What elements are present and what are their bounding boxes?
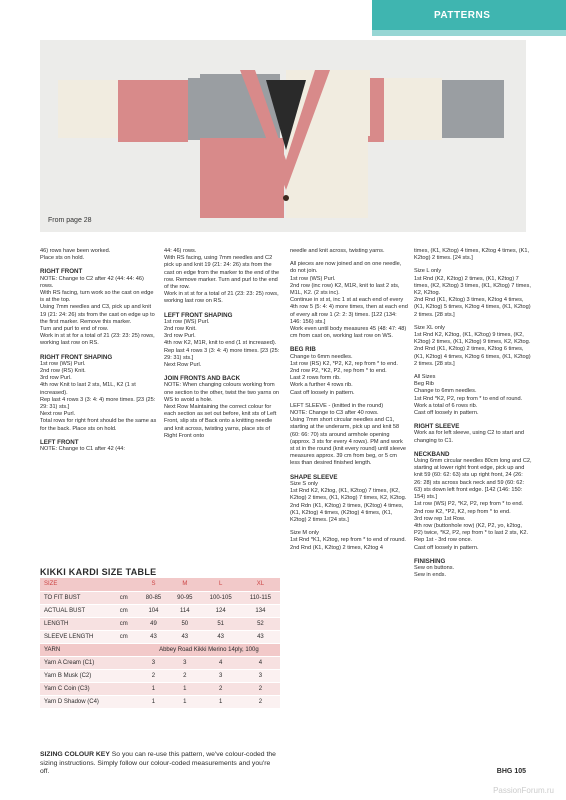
pattern-line: Next Row Purl. <box>164 362 202 369</box>
pattern-line: 4th row K2, M1R, knit to end (1 st increased). <box>164 340 277 347</box>
table-cell: 114 <box>169 604 200 617</box>
table-cell: 104 <box>138 604 169 617</box>
table-cell: 2 <box>201 682 241 695</box>
pattern-line: 2nd row (inc row) K2, M1R, knit to last 2 sts, M1L, K2. (2 sts inc). <box>290 282 400 297</box>
table-row <box>40 669 280 682</box>
column-2 <box>164 248 282 440</box>
cardigan-photo <box>40 40 526 232</box>
pattern-line: FINISHING <box>414 557 446 565</box>
pattern-line: Sew in ends. <box>414 572 447 579</box>
table-cell: 1 <box>201 695 241 708</box>
table-cell: 2 <box>138 669 169 682</box>
table-cell: 3 <box>201 669 241 682</box>
pattern-line: All Sizes <box>414 374 436 381</box>
pattern-line: RIGHT FRONT SHAPING <box>40 353 113 361</box>
pattern-line: 4th row (buttonhole row) (K2, P2, yo, k2tog, P2) twice, *K2, P2, rep from * to last 2 sts, K2. <box>414 522 529 537</box>
table-cell: LENGTH <box>40 617 116 630</box>
pattern-line: Cast off loosely in pattern. <box>414 410 479 417</box>
pattern-line: 3rd row Purl. <box>164 333 196 340</box>
pattern-line: times, (K1, K2tog) 4 times, K2tog 4 times, (K1, K2tog) 2 times. [24 sts.] <box>414 248 530 262</box>
table-cell: cm <box>116 591 138 604</box>
table-cell: 4 <box>241 656 280 669</box>
pattern-line: 2nd row (RS) Knit. <box>40 368 86 375</box>
table-cell: Abbey Road Kikki Merino 14ply, 100g <box>138 643 280 656</box>
pattern-line: 2nd row P2, *K2, P2, rep from * to end. <box>290 368 387 375</box>
pattern-line: Work as for left sleeve, using C2 to start and changing to C1. <box>414 430 524 444</box>
table-cell: S <box>138 578 169 591</box>
pattern-line: SHAPE SLEEVE <box>290 473 338 481</box>
pattern-line: 1st row (WS) Purl. <box>40 360 86 367</box>
table-cell: M <box>169 578 200 591</box>
pattern-line: Cast off loosely in pattern. <box>414 544 479 551</box>
table-cell: 3 <box>138 656 169 669</box>
pattern-line: Size XL only <box>414 324 445 331</box>
pattern-line: 3rd row Purl. <box>40 375 72 382</box>
pattern-line: Size L only <box>414 268 442 275</box>
pattern-line: Rep last 4 rows 3 (3: 4: 4) more times. [23 (25: 29: 31) sts.] <box>164 347 280 361</box>
pattern-line: Using 7mm short circular needles and C1, starting at the underarm, pick up and knit 58 (60: 66: 70) sts around armhole opening (approx. 3 sts for every 4 rows). PM and work st st in the round (knit every round) until sleeve measures approx. 39 cm from beg, or 5 cm less than desired finished length. <box>290 417 406 467</box>
table-cell: 2 <box>169 669 200 682</box>
table-cell: 110-115 <box>241 591 280 604</box>
table-cell: 43 <box>241 630 280 643</box>
table-cell: 43 <box>201 630 241 643</box>
table-cell: 49 <box>138 617 169 630</box>
pattern-line: NOTE: Change to C3 after 40 rows. <box>290 410 379 417</box>
table-row <box>40 630 280 643</box>
pattern-line: With RS facing, using 7mm needles and C2 pick up and knit 19 (21: 24: 26) sts from the cast on edge from the marker to the end of the row. Remove marker. Turn and purl to the end of the row. <box>164 255 280 291</box>
pattern-line: Total rows for right front should be the same as for the back. Place sts on hold. <box>40 418 157 432</box>
table-row <box>40 591 280 604</box>
table-cell: 43 <box>169 630 200 643</box>
pattern-line: Work in st st for a total of 21 (23: 23: 25) rows, working last row on RS. <box>40 333 155 347</box>
table-cell: YARN <box>40 643 138 656</box>
table-cell: 2 <box>241 695 280 708</box>
table-row <box>40 604 280 617</box>
pattern-line: Sew on buttons. <box>414 564 455 571</box>
table-cell: 4 <box>201 656 241 669</box>
table-cell: 1 <box>169 695 200 708</box>
pattern-line: 1st Rnd K2, K2tog, (K1, K2tog) 9 times, (K2, K2tog) 2 times, (K1, K2tog) 9 times, K2, K2tog. <box>414 332 531 346</box>
column-4 <box>414 248 532 579</box>
table-row <box>40 656 280 669</box>
table-row <box>40 617 280 630</box>
table-cell: 1 <box>138 682 169 695</box>
table-cell: 43 <box>138 630 169 643</box>
pattern-line: 2nd row Knit. <box>164 326 197 333</box>
pattern-line: 1st Rnd *K1, K2tog, rep from * to end of round. <box>290 537 406 544</box>
table-cell: 50 <box>169 617 200 630</box>
pattern-line: Using 6mm circular needles 80cm long and C2, starting at lower right front edge, pick up and knit 59 (60: 62: 63) sts up right front, 24 (26: 26: 28) sts across back neck and 59 (60: 62: 63) sts down left front edge. [142 (146: 150: 154) sts.] <box>414 458 532 501</box>
pattern-line: Beg Rib <box>414 381 434 388</box>
pattern-line: BEG RIB <box>290 346 316 354</box>
table-cell: SIZE <box>40 578 116 591</box>
table-cell: 124 <box>201 604 241 617</box>
table-cell: Yarn B Musk (C2) <box>40 669 138 682</box>
table-cell: 3 <box>169 656 200 669</box>
pattern-line: Change to 6mm needles. <box>290 353 353 360</box>
pattern-line: Work a further 4 rows rib. <box>290 382 353 389</box>
pattern-line: Work a total of 6 rows rib. <box>414 402 478 409</box>
colour-key-text: So you can re-use this pattern, we've colour-coded the sizing instructions. Simply follow our colour-coded measurements and you're off. <box>40 751 276 775</box>
pattern-line: Continue in st st, inc 1 st at each end of every 4th row 5 (5: 4: 4) more times, then at each end of every alt row 1 (2: 2: 3) times. [122 (134: 146: 156) sts.] <box>290 297 408 325</box>
table-cell: 80-85 <box>138 591 169 604</box>
table-row <box>40 682 280 695</box>
pattern-line: Size M only <box>290 530 319 537</box>
pattern-line: LEFT SLEEVE - (knitted in the round) <box>290 402 384 409</box>
pattern-line: NOTE: Change to C1 after 42 (44: <box>40 446 125 453</box>
pattern-line: Using 7mm needles and C3, pick up and knit 19 (21: 24: 26) sts from the cast on edge up to the first marker. Remove this marker. <box>40 304 155 325</box>
pattern-line: Change to 6mm needles. <box>414 388 477 395</box>
pattern-line: NOTE: When changing colours working from one section to the other, twist the two yarns on WS to avoid a hole. <box>164 382 280 403</box>
table-cell: 1 <box>169 682 200 695</box>
table-cell: cm <box>116 617 138 630</box>
table-cell <box>116 578 138 591</box>
pattern-line: 1st row (RS) K2, *P2, K2, rep from * to end. <box>290 360 398 367</box>
pattern-line: 46) rows have been worked. <box>40 248 111 254</box>
colour-key-label: SIZING COLOUR KEY <box>40 751 110 758</box>
pattern-line: NECKBAND <box>414 450 450 458</box>
pattern-line: Rep 1st - 3rd row once. <box>414 537 473 544</box>
pattern-line: Last 2 rows form rib. <box>290 375 341 382</box>
watermark: PassionForum.ru <box>493 786 554 795</box>
table-cell: SLEEVE LENGTH <box>40 630 116 643</box>
pattern-line: All pieces are now joined and on one needle, do not join. <box>290 261 402 275</box>
pattern-line: 1st Rnd (K2, K2tog) 2 times, (K1, K2tog) 7 times, (K2, K2tog) 3 times, (K1, K2tog) 7 times, K2, K2tog. <box>414 275 531 297</box>
table-cell: ACTUAL BUST <box>40 604 116 617</box>
table-cell: 100-105 <box>201 591 241 604</box>
pattern-line: RIGHT SLEEVE <box>414 423 460 431</box>
pattern-line: Next row Purl. <box>40 411 76 418</box>
cardigan-illustration <box>40 40 526 232</box>
table-cell: 52 <box>241 617 280 630</box>
pattern-line: Cast off loosely in pattern. <box>290 389 355 396</box>
table-row <box>40 643 280 656</box>
pattern-line: JOIN FRONTS AND BACK <box>164 375 241 383</box>
pattern-line: 2nd row K2, *P2, K2, rep from * to end. <box>414 508 511 515</box>
table-cell: XL <box>241 578 280 591</box>
pattern-line: Rep last 4 rows 3 (3: 4: 4) more times. [23 (25: 29: 31) sts.] <box>40 396 156 411</box>
table-cell: 134 <box>241 604 280 617</box>
size-table-title: KIKKI KARDI SIZE TABLE <box>40 567 157 577</box>
table-cell: 90-95 <box>169 591 200 604</box>
pattern-line: Work even until body measures 45 (48: 47: 48) cm from cast on, working last row on WS. <box>290 326 407 340</box>
section-tab: PATTERNS <box>372 0 566 30</box>
table-row <box>40 695 280 708</box>
colour-key <box>40 751 280 777</box>
header-bar <box>0 0 566 40</box>
table-cell: TO FIT BUST <box>40 591 116 604</box>
header-accent-line <box>372 30 566 36</box>
pattern-line: RIGHT FRONT <box>40 268 83 276</box>
pattern-line: Place sts on hold. <box>40 255 85 262</box>
pattern-line: With RS facing, turn work so the cast on edge is at the top. <box>40 290 154 304</box>
pattern-line: needle and knit across, twisting yarns. <box>290 248 385 254</box>
pattern-line: 1st row (WS) P2, *K2, P2, rep from * to end. <box>414 501 524 508</box>
pattern-line: 1st Rnd K2, K2tog, (K1, K2tog) 7 times, (K2, K2tog) 2 times, (K1, K2tog) 7 times, K2, K2tog. <box>290 488 407 502</box>
table-cell: Yarn D Shadow (C4) <box>40 695 138 708</box>
table-cell: cm <box>116 630 138 643</box>
pattern-line: Size S only <box>290 480 318 487</box>
pattern-line: 1st row (WS) Purl. <box>164 318 210 325</box>
pattern-line: Work in st st for a total of 21 (23: 23: 25) rows, working last row on RS. <box>164 291 279 305</box>
table-cell: Yarn C Coin (C3) <box>40 682 138 695</box>
pattern-line: 2nd Rnd (K1, K2tog) 2 times, K2tog 6 times, (K1, K2tog) 4 times, K2tog 6 times, (K1, K2tog) 2 times. [28 sts.] <box>414 346 531 367</box>
pattern-line: LEFT FRONT <box>40 438 79 446</box>
pattern-line: 1st row (WS) Purl. <box>290 275 336 282</box>
pattern-line: 1st Rnd *K2, P2, rep from * to end of round. <box>414 395 523 402</box>
column-1 <box>40 248 158 453</box>
table-row <box>40 578 280 591</box>
pattern-line: Turn and purl to end of row. <box>40 326 109 333</box>
size-table <box>40 578 280 709</box>
pattern-line: 2nd Rnd (K1, K2tog) 2 times, K2tog 4 <box>290 544 383 551</box>
table-cell: cm <box>116 604 138 617</box>
page-number: 105 <box>514 768 526 775</box>
pattern-line: NOTE: Change to C2 after 42 (44: 44: 46) rows. <box>40 275 144 289</box>
pattern-line: 2nd Rdn (K1, K2tog) 2 times, (K2tog) 4 times, (K1, K2tog) 4 times, (K2tog) 4 times, (K1, K2tog) 2 times. [24 sts.] <box>290 502 404 523</box>
table-cell: 3 <box>241 669 280 682</box>
pattern-line: 4th row Knit to last 2 sts, M1L, K2 (1 st increased). <box>40 382 136 396</box>
pattern-line: Next Row Maintaining the correct colour for each section as set out before, knit sts of Left Front, slip sts of Back onto a knitting needle and knit across, twisting yarns, place sts of Right Front onto <box>164 404 277 439</box>
table-cell: Yarn A Cream (C1) <box>40 656 138 669</box>
pattern-line: 44: 46) rows. <box>164 248 197 254</box>
pattern-line: 2nd Rnd (K1, K2tog) 3 times, K2tog 4 times, (K1, K2tog) 5 times, K2tog 4 times, (K1, K2tog) 2 times. [28 sts.] <box>414 297 531 318</box>
photo-caption: From page 28 <box>48 217 92 224</box>
table-cell: 2 <box>241 682 280 695</box>
table-cell: 1 <box>138 695 169 708</box>
pattern-line: 3rd row rep 1st Row. <box>414 515 466 522</box>
table-cell: 51 <box>201 617 241 630</box>
column-3 <box>290 248 408 552</box>
page-footer <box>497 768 526 775</box>
table-cell: L <box>201 578 241 591</box>
pattern-line: LEFT FRONT SHAPING <box>164 311 233 319</box>
footer-brand: BHG <box>496 768 513 775</box>
